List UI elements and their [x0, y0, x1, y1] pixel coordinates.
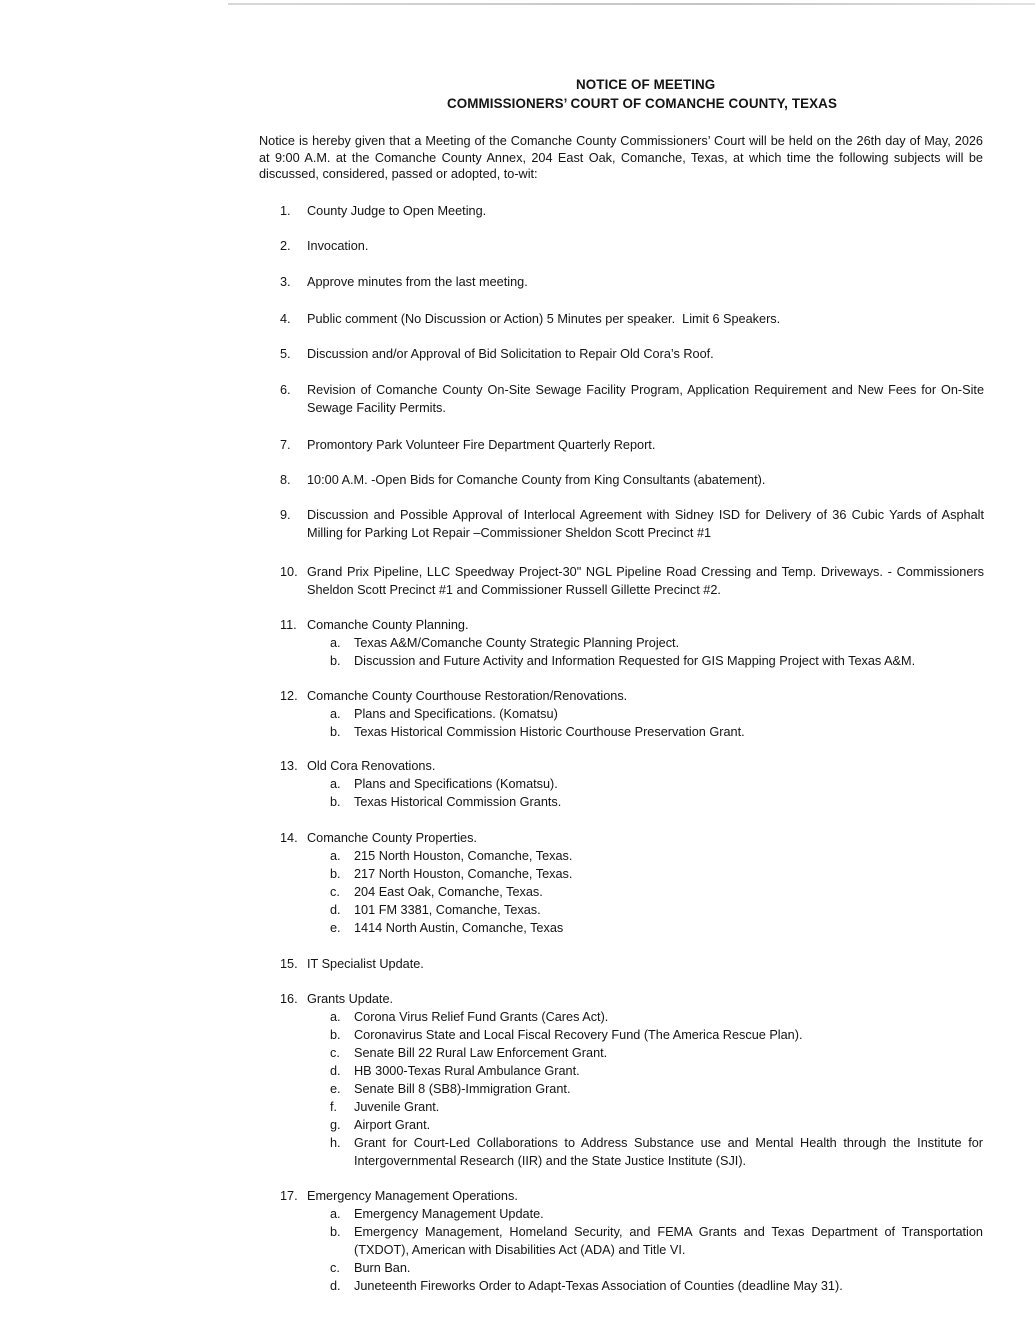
- item-number: 17.: [280, 1189, 298, 1203]
- sub-item-text: Texas Historical Commission Historic Courthouse Preservation Grant.: [354, 725, 745, 739]
- court-subtitle: COMMISSIONERS’ COURT OF COMANCHE COUNTY, TEXAS: [447, 96, 837, 111]
- item-text: IT Specialist Update.: [307, 957, 424, 971]
- sub-item-letter: b.: [330, 1225, 341, 1239]
- sub-item-letter: b.: [330, 1028, 341, 1042]
- sub-item-text: Plans and Specifications. (Komatsu): [354, 707, 558, 721]
- sub-item-text: 101 FM 3381, Comanche, Texas.: [354, 903, 541, 917]
- sub-item-text: Burn Ban.: [354, 1261, 411, 1275]
- item-number: 6.: [280, 383, 291, 397]
- sub-item-letter: d.: [330, 903, 341, 917]
- item-text: Emergency Management Operations.: [307, 1189, 518, 1203]
- sub-item-text: Corona Virus Relief Fund Grants (Cares Act).: [354, 1010, 609, 1024]
- item-number: 10.: [280, 565, 298, 579]
- item-text: Invocation.: [307, 239, 369, 253]
- sub-item-text: Texas Historical Commission Grants.: [354, 795, 562, 809]
- item-text: County Judge to Open Meeting.: [307, 204, 487, 218]
- item-number: 1.: [280, 204, 291, 218]
- sub-item-letter: c.: [330, 1261, 340, 1275]
- sub-item-letter: d.: [330, 1279, 341, 1293]
- sub-item-text: Grant for Court-Led Collaborations to Address Substance use and Mental Health through the Institute for Intergovernmental Research (IIR) and the State Justice Institute (SJI).: [354, 1136, 983, 1168]
- sub-item-letter: b.: [330, 795, 341, 809]
- item-text: Approve minutes from the last meeting.: [307, 275, 528, 289]
- item-text: Grants Update.: [307, 992, 394, 1006]
- sub-item-text: Discussion and Future Activity and Information Requested for GIS Mapping Project with Texas A&M.: [354, 654, 916, 668]
- sub-item-text: 217 North Houston, Comanche, Texas.: [354, 867, 573, 881]
- sub-item-letter: a.: [330, 1010, 341, 1024]
- sub-item-letter: e.: [330, 1082, 341, 1096]
- item-number: 11.: [280, 618, 297, 632]
- item-text: Discussion and/or Approval of Bid Solicitation to Repair Old Cora’s Roof.: [307, 347, 714, 361]
- sub-item-text: Texas A&M/Comanche County Strategic Planning Project.: [354, 636, 680, 650]
- item-text: 10:00 A.M. -Open Bids for Comanche County from King Consultants (abatement).: [307, 473, 766, 487]
- item-number: 8.: [280, 473, 291, 487]
- sub-item-letter: a.: [330, 1207, 341, 1221]
- sub-item-letter: e.: [330, 921, 341, 935]
- item-text: Discussion and Possible Approval of Interlocal Agreement with Sidney ISD for Delivery of 36 Cubic Yards of Asphalt Milling for Parking Lot Repair –Commissioner Sheldon Scott Precinct #1: [307, 508, 984, 540]
- sub-item-text: Emergency Management Update.: [354, 1207, 544, 1221]
- item-text: Comanche County Planning.: [307, 618, 469, 632]
- sub-item-text: 204 East Oak, Comanche, Texas.: [354, 885, 543, 899]
- sub-item-letter: b.: [330, 725, 341, 739]
- sub-item-letter: b.: [330, 867, 341, 881]
- item-number: 4.: [280, 312, 291, 326]
- item-number: 3.: [280, 275, 291, 289]
- sub-item-text: Juvenile Grant.: [354, 1100, 440, 1114]
- item-text: Revision of Comanche County On-Site Sewage Facility Program, Application Requirement and New Fees for On-Site Sewage Facility Permits.: [307, 383, 984, 415]
- sub-item-text: Juneteenth Fireworks Order to Adapt-Texas Association of Counties (deadline May 31).: [354, 1279, 843, 1293]
- item-number: 5.: [280, 347, 291, 361]
- item-number: 16.: [280, 992, 298, 1006]
- sub-item-letter: a.: [330, 636, 341, 650]
- sub-item-text: 1414 North Austin, Comanche, Texas: [354, 921, 564, 935]
- sub-item-letter: f.: [330, 1100, 338, 1114]
- sub-item-letter: a.: [330, 707, 341, 721]
- sub-item-text: Senate Bill 22 Rural Law Enforcement Grant.: [354, 1046, 608, 1060]
- sub-item-letter: c.: [330, 885, 340, 899]
- sub-item-letter: a.: [330, 777, 341, 791]
- item-number: 12.: [280, 689, 298, 703]
- notice-title: NOTICE OF MEETING: [576, 77, 716, 92]
- item-number: 9.: [280, 508, 291, 522]
- item-text: Comanche County Courthouse Restoration/Renovations.: [307, 689, 628, 703]
- item-text: Public comment (No Discussion or Action) 5 Minutes per speaker. Limit 6 Speakers.: [307, 312, 781, 326]
- sub-item-letter: c.: [330, 1046, 340, 1060]
- sub-item-text: HB 3000-Texas Rural Ambulance Grant.: [354, 1064, 580, 1078]
- item-number: 7.: [280, 438, 291, 452]
- scan-edge-line: [228, 3, 1035, 5]
- sub-item-letter: b.: [330, 654, 341, 668]
- item-text: Grand Prix Pipeline, LLC Speedway Project-30" NGL Pipeline Road Cressing and Temp. Driveways. - Commissioners Sheldon Scott Precinct #1 and Commissioner Russell Gillette Precinct #2.: [307, 565, 984, 597]
- item-number: 2.: [280, 239, 291, 253]
- sub-item-text: Senate Bill 8 (SB8)-Immigration Grant.: [354, 1082, 571, 1096]
- sub-item-letter: a.: [330, 849, 341, 863]
- sub-item-text: Emergency Management, Homeland Security, and FEMA Grants and Texas Department of Transportation (TXDOT), American with Disabilities Act (ADA) and Title VI.: [354, 1225, 983, 1257]
- item-number: 13.: [280, 759, 298, 773]
- sub-item-letter: g.: [330, 1118, 341, 1132]
- sub-item-text: 215 North Houston, Comanche, Texas.: [354, 849, 573, 863]
- sub-item-text: Plans and Specifications (Komatsu).: [354, 777, 558, 791]
- sub-item-text: Airport Grant.: [354, 1118, 431, 1132]
- sub-item-letter: d.: [330, 1064, 341, 1078]
- item-number: 14.: [280, 831, 298, 845]
- sub-item-letter: h.: [330, 1136, 341, 1150]
- item-text: Promontory Park Volunteer Fire Department Quarterly Report.: [307, 438, 656, 452]
- sub-item-text: Coronavirus State and Local Fiscal Recovery Fund (The America Rescue Plan).: [354, 1028, 803, 1042]
- item-text: Old Cora Renovations.: [307, 759, 436, 773]
- item-number: 15.: [280, 957, 298, 971]
- item-text: Comanche County Properties.: [307, 831, 477, 845]
- intro-paragraph: Notice is hereby given that a Meeting of the Comanche County Commissioners’ Court will be held on the 26th day of May, 2026 at 9:00 A.M. at the Comanche County Annex, 204 East Oak, Comanche, Texas, at which time the following subjects will be discussed, considered, passed or adopted, to-wit:: [259, 134, 983, 181]
